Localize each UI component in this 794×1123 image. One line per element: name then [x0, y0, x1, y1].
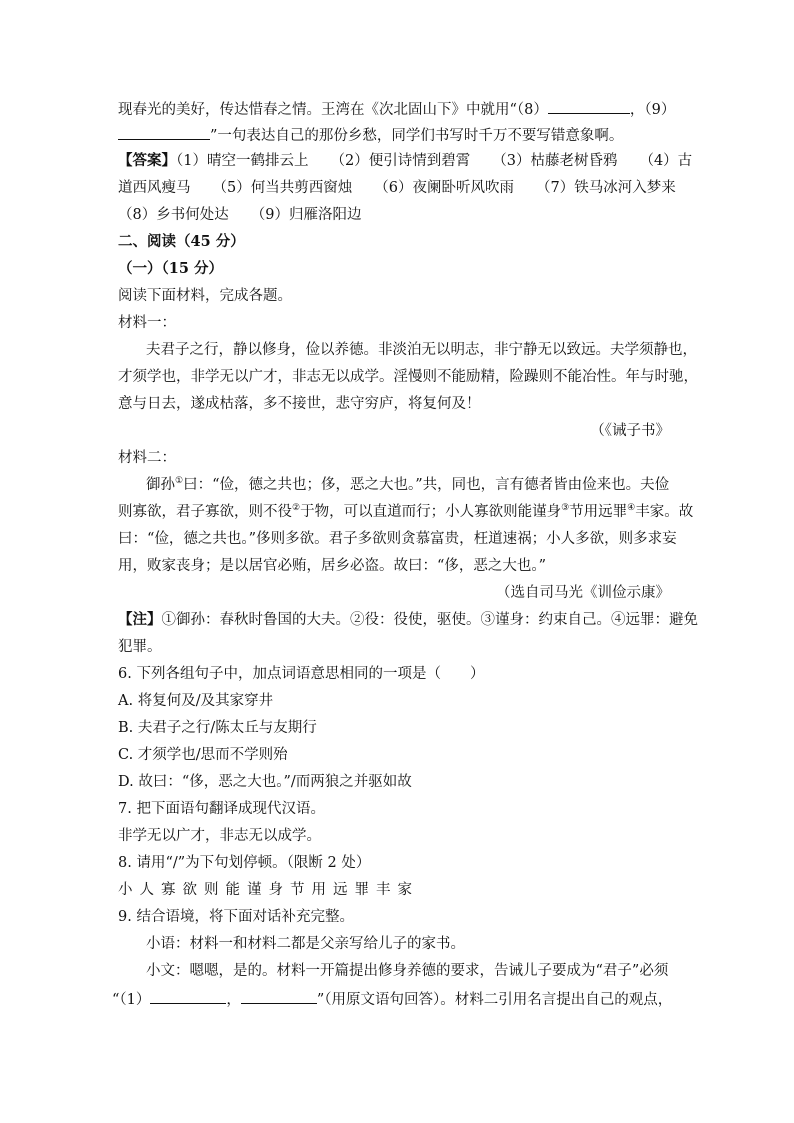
q9-stem: 9. 结合语境，将下面对话补充完整。 — [118, 909, 354, 925]
q9-line-2: 小文：嗯嗯，是的。材料一开篇提出修身养德的要求，告诫儿子要成为“君子”必须 — [146, 963, 669, 979]
material1-label: 材料一： — [118, 315, 176, 331]
q8-stem: 8. 请用“/”为下句划停顿。（限断 2 处） — [118, 855, 371, 871]
section-title: 二、阅读（45 分） — [118, 233, 245, 250]
material2-source: （选自司马光《训俭示康》 — [496, 585, 670, 601]
q6-option-d: D. 故曰：“侈，恶之大也。”/而两狼之并驱如故 — [118, 774, 412, 790]
material1-line-1: 夫君子之行，静以修身，俭以养德。非淡泊无以明志，非宁静无以致远。夫学须静也， — [146, 342, 697, 358]
answer-line-2: 道西风瘦马 （5）何当共剪西窗烛 （6）夜阑卧听风吹雨 （7）铁马冰河入梦来 — [118, 180, 676, 196]
note-ref-3: ③ — [561, 503, 570, 514]
answer-blank-q9-1b[interactable] — [241, 988, 317, 1004]
notes-line-1: 【注】①御孙：春秋时鲁国的大夫。②役：役使，驱使。③谨身：约束自己。④远罪：避免 — [118, 611, 698, 628]
note-ref-4: ④ — [627, 503, 636, 514]
answer-blank-q9-1a[interactable] — [150, 988, 226, 1004]
answer-blank-8[interactable] — [548, 98, 630, 114]
q6-stem: 6. 下列各组句子中，加点词语意思相同的一项是（ ） — [118, 666, 485, 682]
answer-blank-9[interactable] — [118, 124, 210, 140]
material1-line-3: 意与日去，遂成枯落，多不接世，悲守穷庐，将复何及！ — [118, 396, 481, 412]
material2-line-4: 用，败家丧身；是以居官必贿，居乡必盗。故曰：“侈，恶之大也。” — [118, 558, 547, 574]
intro-line-2: ”一句表达自己的那份乡愁，同学们书写时千万不要写错意象啊。 — [118, 124, 623, 146]
intro-line-1: 现春光的美好，传达惜春之情。王湾在《次北固山下》中就用“（8） ，（9） — [118, 98, 675, 120]
subsection-title: （一）（15 分） — [118, 260, 223, 277]
q9-line-3: “（1） ， ”（用原文语句回答）。材料二引用名言提出自己的观点， — [112, 988, 672, 1010]
material2-label: 材料二： — [118, 450, 176, 466]
material2-line-1: 御孙①曰：“俭，德之共也；侈，恶之大也。”共，同也，言有德者皆由俭来也。夫俭 — [146, 476, 670, 493]
answer-line-3: （8）乡书何处达 （9）归雁洛阳边 — [118, 207, 362, 223]
q6-option-b: B. 夫君子之行/陈太丘与友期行 — [118, 720, 317, 736]
note-ref-1: ① — [175, 476, 184, 487]
notes-line-2: 犯罪。 — [118, 639, 162, 655]
material2-line-2: 则寡欲，君子寡欲，则不役②于物，可以直道而行；小人寡欲则能谨身③节用远罪④丰家。故 — [118, 503, 694, 520]
q6-option-c: C. 才须学也/思而不学则殆 — [118, 747, 288, 763]
material1-source: （《诫子书》 — [590, 423, 670, 439]
q9-line-1: 小语：材料一和材料二都是父亲写给儿子的家书。 — [146, 936, 465, 952]
q6-option-a: A. 将复何及/及其家穿井 — [118, 693, 274, 709]
q7-text: 非学无以广才，非志无以成学。 — [118, 828, 321, 844]
note-ref-2: ② — [292, 503, 301, 514]
q7-stem: 7. 把下面语句翻译成现代汉语。 — [118, 801, 325, 817]
q8-text: 小人寡欲则能谨身节用远罪丰家 — [118, 882, 419, 898]
answer-line-1: 【答案】（1）晴空一鹤排云上 （2）便引诗情到碧霄 （3）枯藤老树昏鸦 （4）古 — [118, 152, 693, 169]
material1-line-2: 才须学也，非学无以广才，非志无以成学。淫慢则不能励精，险躁则不能冶性。年与时驰， — [118, 369, 698, 385]
instruction: 阅读下面材料，完成各题。 — [118, 288, 292, 304]
material2-line-3: 曰：“俭，德之共也。”侈则多欲。君子多欲则贪慕富贵，枉道速祸；小人多欲，则多求妄 — [118, 531, 677, 547]
